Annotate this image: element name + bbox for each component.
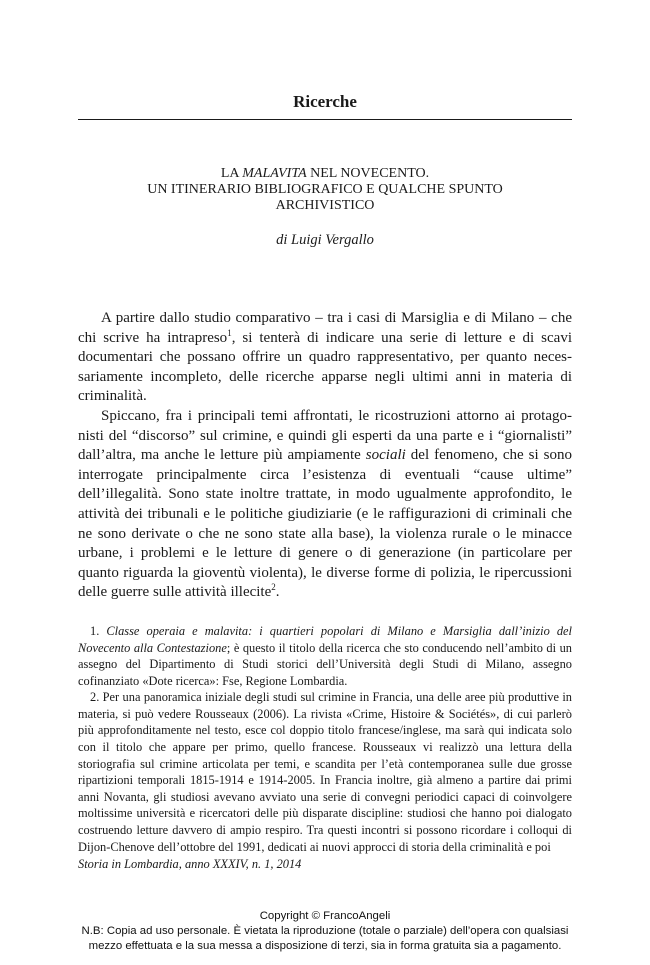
title-line-1-prefix: LA (220, 166, 243, 181)
copyright-line-2: N.B: Copia ad uso personale. È vietata la riproduzione (totale o parziale) dell’opera con qualsiasi (81, 925, 569, 937)
title-line-3: ARCHIVISTICO (275, 198, 375, 213)
paragraph-2-italic: sociali (365, 447, 406, 464)
article-body (78, 309, 572, 603)
title-line-1 (78, 166, 572, 182)
article-title (78, 166, 572, 214)
paragraph-1-text-b: , si tenterà di indicare una serie di letture e di scavi documentari che possano offrire un quadro rappresentativo, per quanto necessariamente incompleto, delle ricerche apparse negli ultimi anni in materia di criminalità. (78, 329, 572, 405)
paragraph-1 (78, 309, 572, 407)
title-line-2: UN ITINERARIO BIBLIOGRAFICO E QUALCHE SPUNTO (147, 182, 503, 197)
paragraph-2-text-a: Spiccano, fra i principali temi affrontati, le ricostruzioni attorno ai protagonisti del “discorso” sul crimine, e quindi gli esperti da una parte e i “giornalisti” dall’altra, ma anche le letture più ampiamente (78, 407, 572, 464)
footnote-1-text: ; è questo il titolo della ricerca che sto conducendo nell’ambito di un assegno del Dipartimento di Studi storici dell’Università degli Studi di Milano, assegno cofinanziato «Dote ricerca»: Fse, Regione Lombardia. (78, 640, 572, 688)
copyright-notice (0, 909, 650, 954)
title-line-1-italic: MALAVITA (242, 166, 307, 181)
paragraph-2 (78, 407, 572, 603)
footnote-1-number: 1. (90, 623, 107, 638)
page (78, 0, 572, 872)
copyright-line-1: Copyright © FrancoAngeli (259, 910, 391, 922)
copyright-line-3: mezzo effettuata e la sua messa a disposizione di terzi, sia in forma gratuita sia a pagamento. (88, 940, 562, 952)
paragraph-2-text-b: del fenomeno, che si sono interrogate principalmente circa l’esistenza di eventuali “cause ultime” dell’illegalità. Sono state inoltre trattate, in modo ugualmente approfondito, le attività dei tribunali e le politiche giudiziarie (e le raffigurazioni di criminali che ne sono derivate o che ne sono state alla base), la violenza rurale o le minacce urbane, i problemi e le letture di genere o di generazione (in particolare per quanto riguarda la gioventù violenta), le diverse forme di polizia, le ripercussioni delle guerre sulle attività illecite (78, 447, 572, 601)
footnotes (78, 623, 572, 855)
header-rule (78, 119, 572, 120)
section-header: Ricerche (293, 92, 357, 111)
footnote-1-italic: Classe operaia e malavita: i quartieri popolari di Milano e Marsiglia dall’inizio del Novecento alla Contestazione (78, 623, 572, 655)
footnote-2: 2. Per una panoramica iniziale degli studi sul crimine in Francia, una delle aree più produttive in materia, si può vedere Rousseaux (2006). La rivista «Crime, Histoire & Sociétés», di cui parlerò più approfonditamente nel testo, esce col doppio titolo francese/inglese, ma sarà qui indicata solo con il titolo che appare per primo, quello francese. Rousseaux vi realizzò una lettura della storiografia sul crimine articolata per temi, e scandita per l’età contemporanea sulle due grosse ripartizioni temporali 1815-1914 e 1914-2005. In Francia inoltre, già almeno a partire dai primi anni Novanta, gli studiosi avevano avviato una serie di convegni periodici capaci di coinvolgere moltissime università e ricercatori delle più disparate discipline: studiosi che hanno poi dialogato costruendo letture davvero di ampio respiro. Tra questi incontri si possono ricordare i colloqui di Dijon-Chenove dell’ottobre del 1991, dedicati ai nuovi approcci di storia della criminalità e poi (78, 690, 572, 854)
author-byline: di Luigi Vergallo (276, 232, 374, 248)
title-line-1-suffix: NEL NOVECENTO. (306, 166, 430, 181)
footnote-1 (78, 623, 572, 689)
footnote-ref-2: 2 (271, 582, 276, 593)
journal-citation: Storia in Lombardia, anno XXXIV, n. 1, 2014 (78, 857, 302, 872)
paragraph-2-end: . (275, 584, 280, 601)
paragraph-1-text-a: A partire dallo studio comparativo – tra i casi di Marsiglia e di Milano – che chi scrive ha intrapreso (78, 310, 572, 346)
footnote-ref-1: 1 (227, 327, 232, 338)
